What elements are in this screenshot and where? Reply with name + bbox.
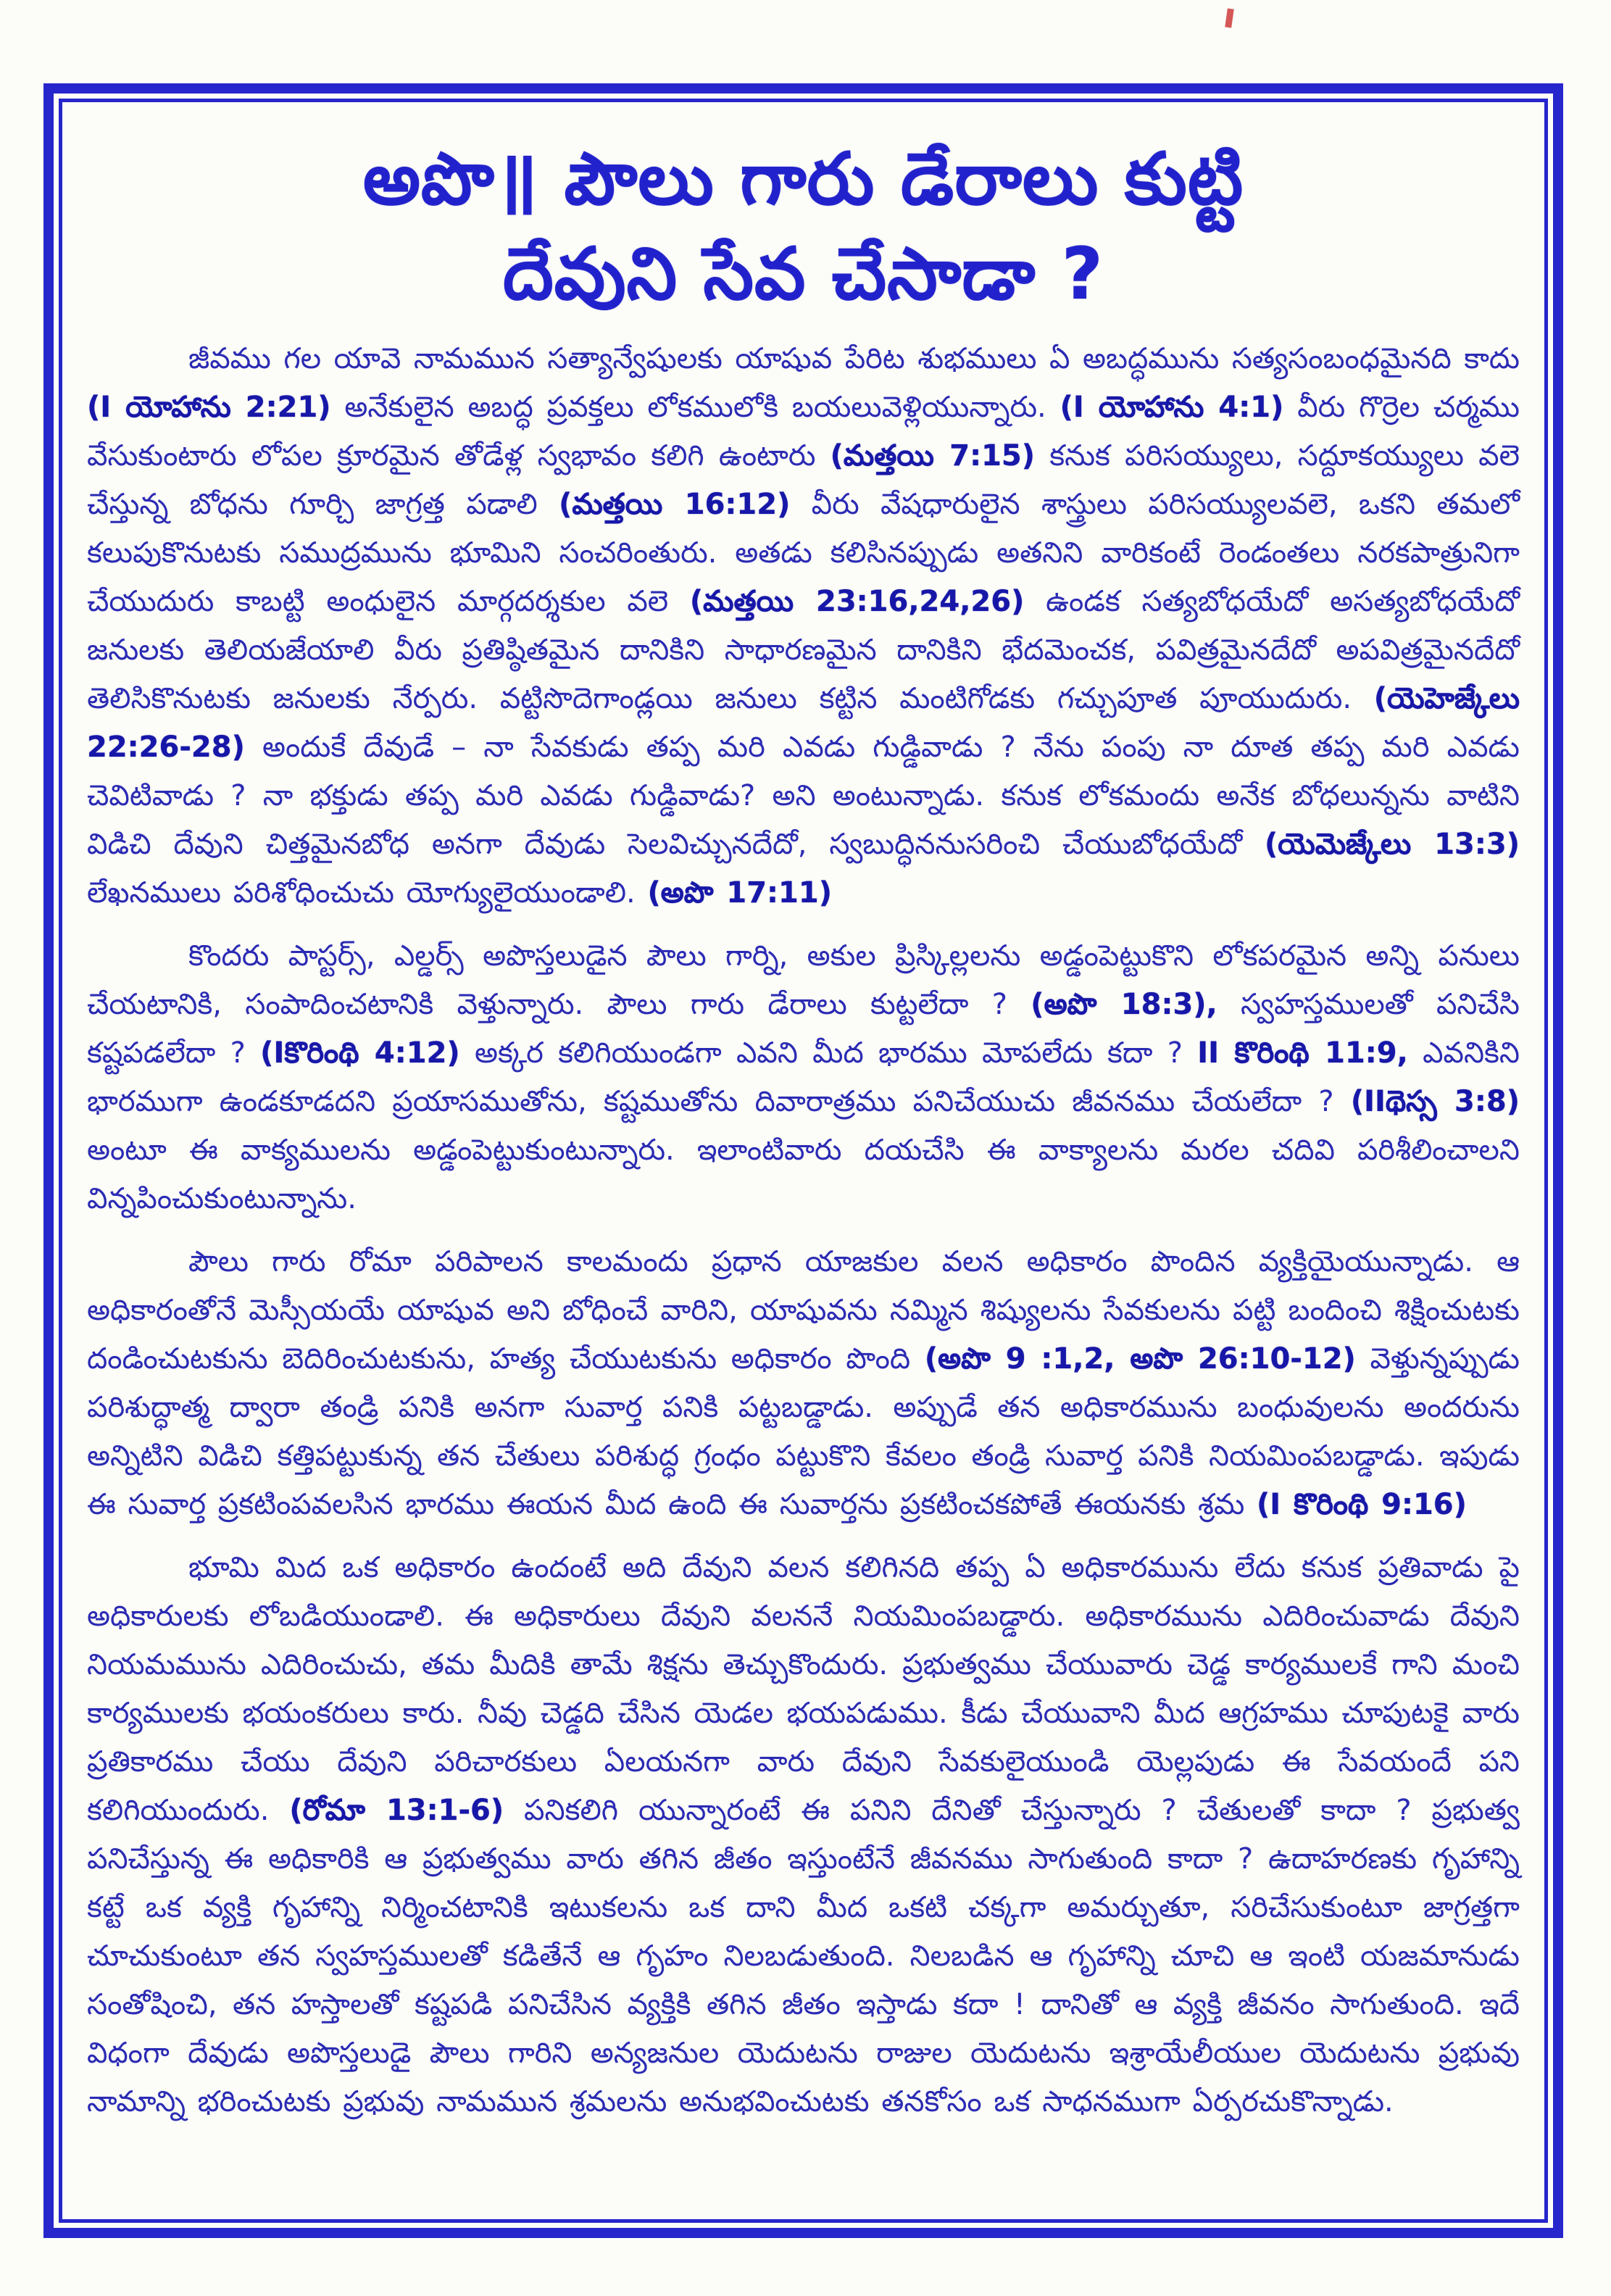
scripture-reference: (అపొ 9 :1,2, అపొ 26:10-12) [924,1342,1356,1376]
scripture-reference: (I యోహాను 4:1) [1060,391,1284,425]
scripture-reference: (మత్తయి 7:15) [830,439,1036,473]
scripture-reference: (అపొ 17:11) [647,876,833,910]
body-text: ఉండక సత్యబోధయేదో అసత్యబోధయేదో జనులకు తెలియజేయాలి వీరు ప్రతిష్ఠితమైన దానికిని సాధారణమైన దానికిని భేదమెంచక, పవిత్రమైనదేదో అపవిత్రమైనదేదో తెలిసికొనుటకు జనులకు నేర్పరు. వట్టిసొదెగాండ్లయి జనులు కట్టిన మంటిగోడకు గచ్చుపూత పూయుదురు. [87,585,1520,716]
outer-border-frame [43,83,1563,2238]
title-line-2: దేవుని సేవ చేసాడా ? [502,232,1104,316]
scripture-reference: (యెహెజ్కేలు 22:26-28) [87,682,1520,765]
body-text: అందుకే దేవుడే – నా సేవకుడు తప్ప మరి ఎవడు గుడ్డివాడు ? నేను పంపు నా దూత తప్ప మరి ఎవడు చెవిటివాడు ? నా భక్తుడు తప్ప మరి ఎవడు గుడ్డివాడు? అని అంటున్నాడు. కనుక లోకమందు అనేక బోధలున్నను వాటిని విడిచి దేవుని చిత్తమైనబోధ అనగా దేవుడు సెలవిచ్చునదేదో, స్వబుద్ధిననుసరించి చేయుబోధయేదో [87,731,1520,862]
body-paragraphs [87,335,1520,2126]
scripture-reference: II కొరింథి 11:9, [1197,1036,1408,1070]
inner-border-frame [59,99,1548,2223]
paragraph [87,335,1520,918]
body-text: జీవము గల యావె నామమున సత్యాన్వేషులకు యాషువ పేరిట శుభములు ఏ అబద్ధమును సత్యసంబంధమైనది కాదు [188,342,1520,376]
paragraph [87,1544,1520,2126]
body-text: కొందరు పాస్టర్స్, ఎల్డర్స్ అపొస్తలుడైన పౌలు గార్ని, అకుల ప్రిస్కిల్లలను అడ్డంపెట్టుకొని లోకపరమైన అన్ని పనులు చేయటానికి, సంపాదించటానికి వెళ్తున్నారు. పౌలు గారు డేరాలు కుట్టలేదా ? [87,939,1520,1022]
body-text: స్వహస్తములతో పనిచేసి కష్టపడలేదా ? [87,988,1520,1070]
paragraph [87,1238,1520,1529]
body-text: అంటూ ఈ వాక్యములను అడ్డంపెట్టుకుంటున్నారు. ఇలాంటివారు దయచేసి ఈ వాక్యాలను మరల చదివి పరిశీలించాలని విన్నపించుకుంటున్నాను. [87,1134,1520,1216]
body-text: భూమి మిద ఒక అధికారం ఉందంటే అది దేవుని వలన కలిగినది తప్ప ఏ అధికారమును లేదు కనుక ప్రతివాడు పై అధికారులకు లోబడియుండాలి. ఈ అధికారులు దేవుని వలననే నియమింపబడ్డారు. అధికారమును ఎదిరించువాడు దేవుని నియమమును ఎదిరించుచు, తమ మీదికి తామే శిక్షను తెచ్చుకొందురు. ప్రభుత్వము చేయువారు చెడ్డ కార్యములకే గాని మంచి కార్యములకు భయంకరులు కారు. నీవు చెడ్డది చేసిన యెడల భయపడుము. కీడు చేయువాని మీద ఆగ్రహము చూపుటకై వారు ప్రతికారము చేయు దేవుని పరిచారకులు ఏలయనగా వారు దేవుని సేవకులైయుండి యెల్లపుడు ఈ సేవయందే పని కలిగియుందురు. [87,1551,1520,1828]
body-text: కనుక పరిసయ్యులు, సద్దూకయ్యులు వలె చేస్తున్న బోధను గూర్చి జాగ్రత్త పడాలి [87,439,1520,522]
scripture-reference: (అపొ 18:3), [1031,988,1217,1022]
scripture-reference: (మత్తయి 23:16,24,26) [689,585,1025,619]
scripture-reference: (I యోహాను 2:21) [87,391,331,425]
scripture-reference: (Iకొరింథి 4:12) [260,1036,460,1070]
body-text: వీరు గొర్రెల చర్మము వేసుకుంటారు లోపల క్రూరమైన తోడేళ్ల స్వభావం కలిగి ఉంటారు [87,391,1520,473]
body-text: పనికలిగి యున్నారంటే ఈ పనిని దేనితో చేస్తున్నారు ? చేతులతో కాదా ? ప్రభుత్వ పనిచేస్తున్న ఈ అధికారికి ఆ ప్రభుత్వము వారు తగిన జీతం ఇస్తుంటేనే జీవనము సాగుతుంది కాదా ? ఉదాహరణకు గృహాన్ని కట్టే ఒక వ్యక్తి గృహాన్ని నిర్మించటానికి ఇటుకలను ఒక దాని మీద ఒకటి చక్కగా అమర్చుతూ, సరిచేసుకుంటూ జాగ్రత్తగా చూచుకుంటూ తన స్వహస్తములతో కడితేనే ఆ గృహం నిలబడుతుంది. నిలబడిన ఆ గృహాన్ని చూచి ఆ ఇంటి యజమానుడు సంతోషించి, తన హస్తాలతో కష్టపడి పనిచేసిన వ్యక్తికి తగిన జీతం ఇస్తాడు కదా ! దానితో ఆ వ్యక్తి జీవనం సాగుతుంది. ఇదే విధంగా దేవుడు అపొస్తలుడై పౌలు గారిని అన్యజనుల యెదుటను రాజుల యెదుటను ఇశ్రాయేలీయుల యెదుటను ప్రభువు నామాన్ని భరించుటకు ప్రభువు నామమున శ్రమలను అనుభవించుటకు తనకోసం ఒక సాధనముగా ఏర్పరచుకొన్నాడు. [87,1794,1520,2119]
page-content [71,111,1536,2210]
body-text: లేఖనములు పరిశోధించుచు యోగ్యులైయుండాలి. [87,876,648,910]
paragraph [87,932,1520,1223]
body-text: పౌలు గారు రోమా పరిపాలన కాలమందు ప్రధాన యాజకుల వలన అధికారం పొందిన వ్యక్తియైయున్నాడు. ఆ అధికారంతోనే మెస్సీయయే యాషువ అని బోధించే వారిని, యాషువను నమ్మిన శిష్యులను సేవకులను పట్టి బందించి శిక్షించుటకు దండించుటకును బెదిరించుటకును, హత్య చేయుటకును అధికారం పొంది [87,1245,1520,1376]
title-line-1: అపొ॥ పౌలు గారు డేరాలు కుట్టి [362,138,1244,221]
body-text: వీరు వేషధారులైన శాస్త్రులు పరిసయ్యులవలె, ఒకని తమలో కలుపుకొనుటకు సముద్రమును భూమిని సంచరింతురు. అతడు కలిసినప్పుడు అతనిని వారికంటే రెండంతలు నరకపాత్రునిగా చేయుదురు కాబట్టి అంధులైన మార్గదర్శకుల వలె [87,488,1520,619]
scripture-reference: (I కొరింథి 9:16) [1256,1488,1467,1522]
scripture-reference: (IIథెస్స 3:8) [1350,1085,1520,1119]
body-text: అక్కర కలిగియుండగా ఎవని మీద భారము మోపలేదు కదా ? [459,1036,1198,1070]
scripture-reference: (యెమెజ్కేలు 13:3) [1264,828,1520,862]
body-text: ఎవనికిని భారముగా ఉండకూడదని ప్రయాసముతోను, కష్టముతోను దివారాత్రము పనిచేయుచు జీవనము చేయలేదా ? [87,1036,1520,1119]
body-text: అనేకులైన అబద్ధ ప్రవక్తలు లోకములోకి బయలువెళ్లియున్నారు. [330,391,1060,425]
red-scan-artifact [1225,9,1234,28]
body-text: వెళ్తున్నప్పుడు పరిశుద్ధాత్మ ద్వారా తండ్రి పనికి అనగా సువార్త పనికి పట్టబడ్డాడు. అప్పుడే తన అధికారమును బంధువులను అందరును అన్నిటిని విడిచి కత్తిపట్టుకున్న తన చేతులు పరిశుద్ధ గ్రంధం పట్టుకొని కేవలం తండ్రి సువార్త పనికి నియమింపబడ్డాడు. ఇపుడు ఈ సువార్త ప్రకటింపవలసిన భారము ఈయన మీద ఉంది ఈ సువార్తను ప్రకటించకపోతే ఈయనకు శ్రమ [87,1342,1520,1522]
page-title [87,133,1520,322]
scripture-reference: (మత్తయి 16:12) [559,488,791,522]
scripture-reference: (రోమా 13:1-6) [289,1794,504,1828]
